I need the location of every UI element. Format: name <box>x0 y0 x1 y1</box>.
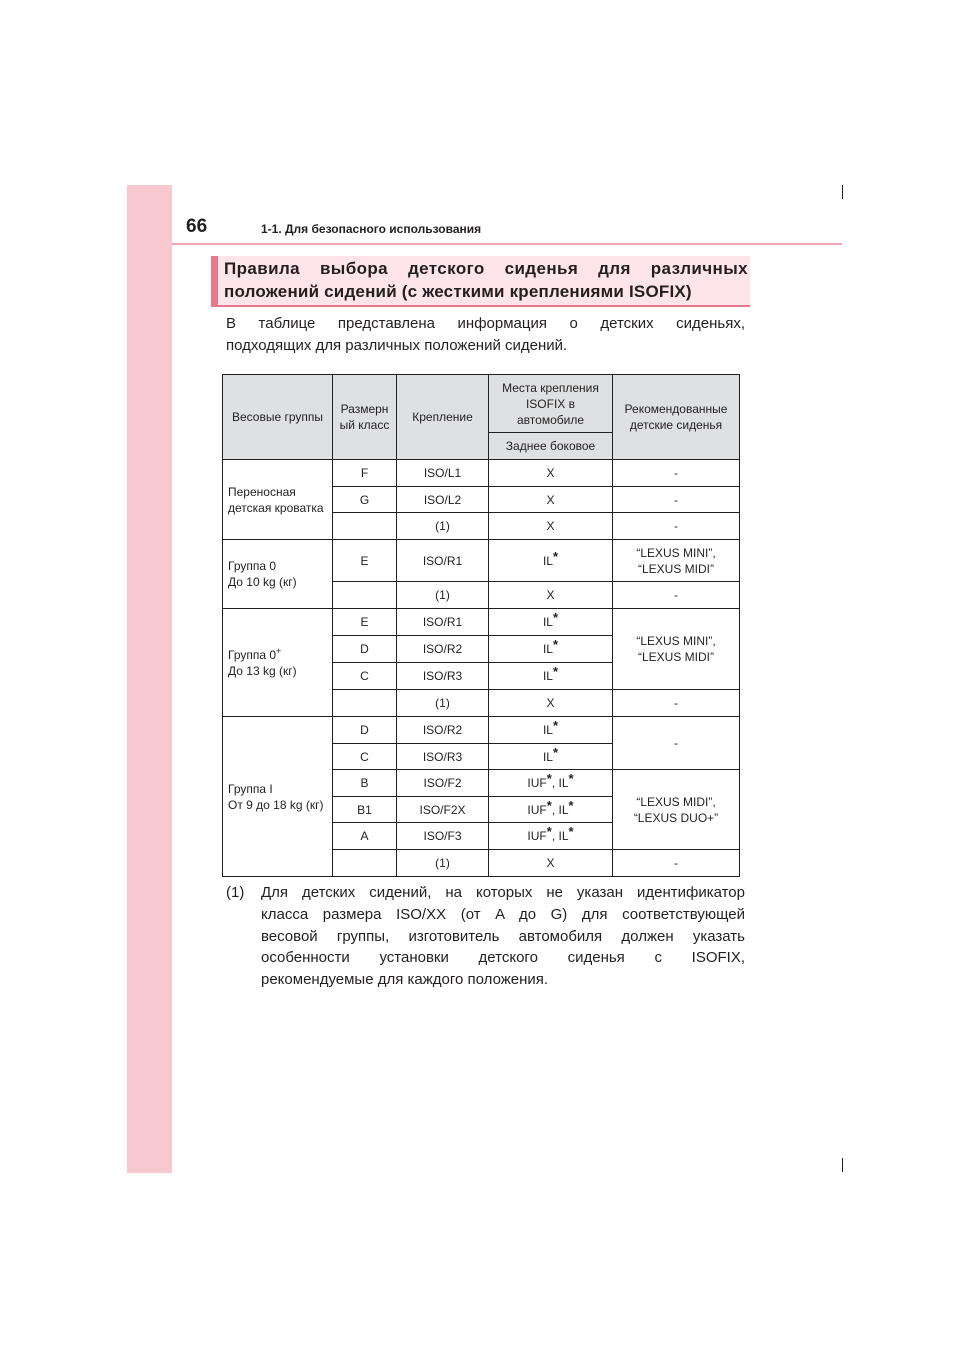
position-cell: X <box>489 850 613 877</box>
asterisk-mark: * <box>552 548 559 564</box>
recommended-cell: - <box>613 690 740 717</box>
group-cell <box>223 540 333 609</box>
fixture-cell: ISO/R2 <box>397 717 489 744</box>
recommended-cell: - <box>613 460 740 487</box>
header-recommended-seats: Рекомендованные детские сиденья <box>613 375 740 460</box>
fixture-cell: ISO/F3 <box>397 823 489 850</box>
size-cell: D <box>333 636 397 663</box>
footnote-line-last: рекомендуемые для каждого положения. <box>261 971 549 988</box>
position-cell: X <box>489 690 613 717</box>
section-title: 1-1. Для безопасного использования <box>261 222 482 236</box>
size-cell <box>333 513 397 540</box>
position-cell: IUF*, IL* <box>489 797 613 823</box>
size-cell <box>333 690 397 717</box>
size-cell <box>333 850 397 877</box>
fixture-cell: ISO/R1 <box>397 540 489 582</box>
position-cell: IUF*, IL* <box>489 770 613 797</box>
table-row <box>223 609 740 636</box>
size-cell: D <box>333 717 397 744</box>
group-name: Группа 0 <box>228 647 277 662</box>
position-cell: X <box>489 460 613 487</box>
recommended-cell: “LEXUS MINI”, “LEXUS MIDI” <box>613 540 740 582</box>
recommended-cell: - <box>613 487 740 513</box>
fixture-cell: ISO/L2 <box>397 487 489 513</box>
fixture-cell: ISO/F2 <box>397 770 489 797</box>
group-name: Переносная детская кроватка <box>228 484 324 515</box>
table-row <box>223 717 740 744</box>
fixture-cell: ISO/L1 <box>397 460 489 487</box>
fixture-cell: ISO/R3 <box>397 663 489 690</box>
header-isofix-positions: Места крепления ISOFIX в автомобиле <box>489 375 613 433</box>
position-cell: IL* <box>489 609 613 636</box>
asterisk-mark: * <box>546 797 552 813</box>
header-fixture: Крепление <box>397 375 489 460</box>
group-cell <box>223 717 333 877</box>
group-weight: До 13 kg (кг) <box>228 663 297 678</box>
table-row <box>223 540 740 582</box>
footnote-line: весовой группы, изготовитель автомобиля должен указать <box>261 928 745 945</box>
size-cell: E <box>333 609 397 636</box>
position-cell: X <box>489 513 613 540</box>
fixture-cell: (1) <box>397 850 489 877</box>
header-size-class: Размерн ый класс <box>333 375 397 460</box>
page-number: 66 <box>186 216 208 237</box>
size-cell: A <box>333 823 397 850</box>
position-cell: IL* <box>489 636 613 663</box>
isofix-table <box>222 374 740 877</box>
group-cell <box>223 609 333 717</box>
asterisk-mark: * <box>552 637 559 652</box>
size-cell: B1 <box>333 797 397 823</box>
table-row <box>223 460 740 487</box>
intro-line-2: подходящих для различных положений сидений. <box>226 337 568 354</box>
fixture-cell: ISO/R3 <box>397 744 489 770</box>
position-cell: IUF*, IL* <box>489 823 613 850</box>
position-cell: IL* <box>489 744 613 770</box>
recommended-cell: - <box>613 717 740 770</box>
topic-heading <box>211 256 750 307</box>
group-weight: До 10 kg (кг) <box>228 575 297 589</box>
recommended-cell: “LEXUS MINI”, “LEXUS MIDI” <box>613 609 740 690</box>
fixture-cell: ISO/R1 <box>397 609 489 636</box>
size-cell: C <box>333 663 397 690</box>
size-cell: E <box>333 540 397 582</box>
asterisk-mark: * <box>546 824 552 839</box>
crop-mark-bottom <box>842 1158 843 1172</box>
size-cell: G <box>333 487 397 513</box>
footnote-line: Для детских сидений, на которых не указан идентификатор <box>261 884 745 901</box>
group-weight: От 9 до 18 kg (кг) <box>228 797 324 812</box>
size-cell: B <box>333 770 397 797</box>
size-cell: C <box>333 744 397 770</box>
fixture-cell: (1) <box>397 582 489 609</box>
side-color-band <box>127 185 172 1173</box>
fixture-cell: (1) <box>397 690 489 717</box>
recommended-cell: “LEXUS MIDI”, “LEXUS DUO+” <box>613 770 740 850</box>
asterisk-mark: * <box>568 824 574 839</box>
recommended-cell: - <box>613 850 740 877</box>
asterisk-mark: * <box>552 744 559 760</box>
asterisk-mark: * <box>552 610 559 625</box>
group-suffix: + <box>276 645 282 656</box>
recommended-cell: - <box>613 513 740 540</box>
fixture-cell: ISO/R2 <box>397 636 489 663</box>
position-cell: IL* <box>489 540 613 582</box>
asterisk-mark: * <box>568 797 574 813</box>
group-name: Группа 0 <box>228 559 277 573</box>
position-cell: IL* <box>489 663 613 690</box>
asterisk-mark: * <box>568 771 574 786</box>
footnote-number: (1) <box>226 884 245 901</box>
intro-line-1: В таблице представлена информация о детских сиденьях, <box>226 315 745 332</box>
asterisk-mark: * <box>546 771 552 786</box>
header-rule <box>172 243 842 245</box>
group-cell <box>223 460 333 540</box>
fixture-cell: (1) <box>397 513 489 540</box>
position-cell: X <box>489 487 613 513</box>
footnote-line: класса размера ISO/XX (от A до G) для соответствующей <box>261 906 745 923</box>
crop-mark-top <box>842 185 843 199</box>
size-cell <box>333 582 397 609</box>
header-rear-outboard: Заднее боковое <box>489 433 613 460</box>
group-name: Группа I <box>228 781 273 796</box>
position-cell: IL* <box>489 717 613 744</box>
header-weight-groups: Весовые группы <box>223 375 333 460</box>
asterisk-mark: * <box>552 718 559 733</box>
heading-line-1: Правила выбора детского сиденья для различных <box>224 259 748 278</box>
asterisk-mark: * <box>552 664 559 679</box>
heading-line-2: положений сидений (с жесткими креплениями ISOFIX) <box>224 282 692 301</box>
fixture-cell: ISO/F2X <box>397 797 489 823</box>
position-cell: X <box>489 582 613 609</box>
recommended-cell: - <box>613 582 740 609</box>
footnote-line: особенности установки детского сиденья с ISOFIX, <box>261 949 745 966</box>
size-cell: F <box>333 460 397 487</box>
